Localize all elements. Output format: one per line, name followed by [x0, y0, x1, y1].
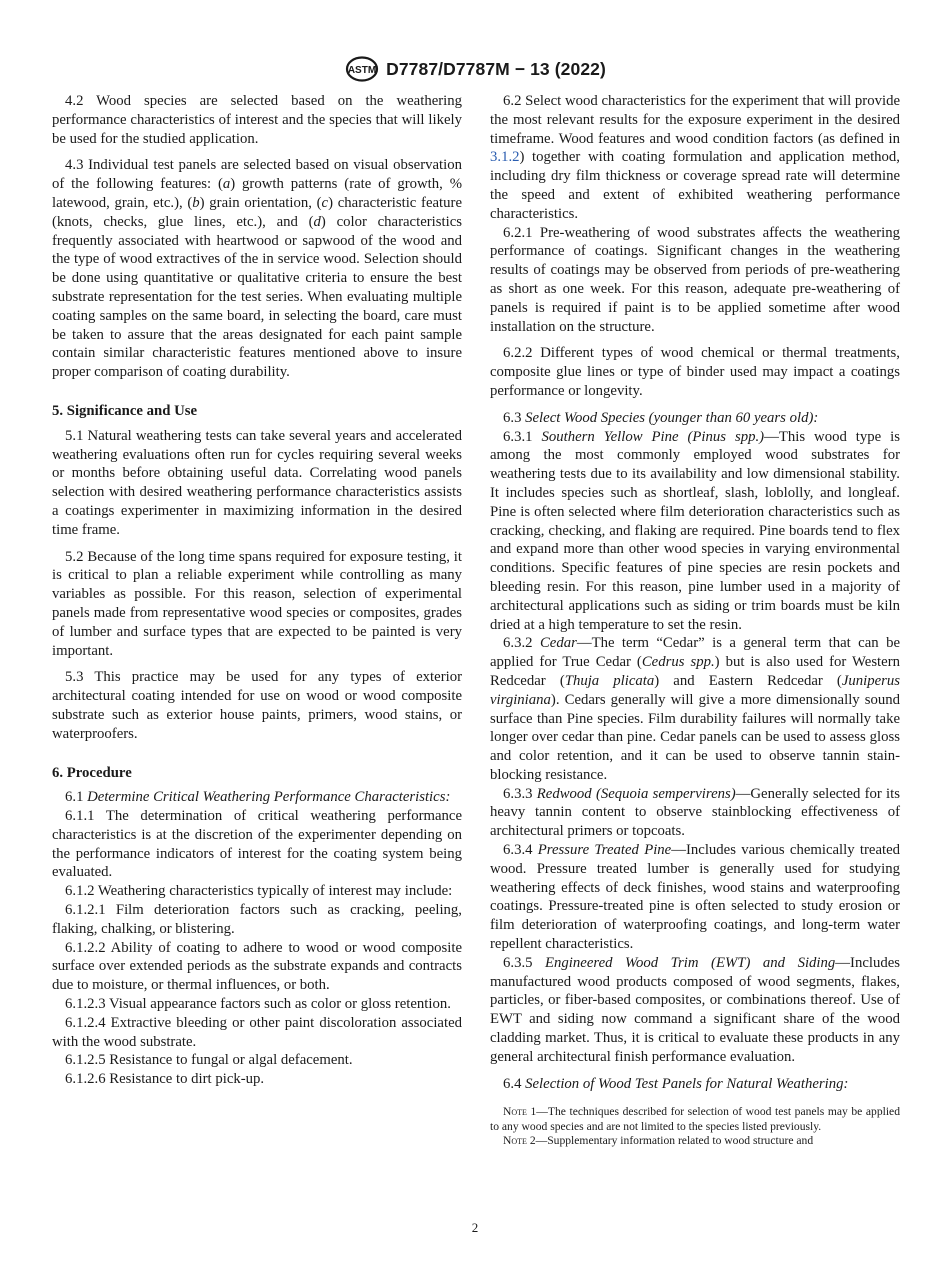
- paragraph-5-1: 5.1 Natural weathering tests can take several years and accelerated weathering evaluations often run for cycles requiring several weeks or months before obtaining useful data. Correlating wood panels selection with desired weathering performance characteristics assists a coatings experimenter in maximizing information in the desired time frame.: [52, 427, 462, 538]
- paragraph-6-1-2-1: 6.1.2.1 Film deterioration factors such as cracking, peeling, flaking, chalking, or blistering.: [52, 902, 462, 937]
- paragraph-6-1-2-2: 6.1.2.2 Ability of coating to adhere to wood or wood composite surface over extended periods as the substrate expands and contracts due to moisture, or thermal influences, or both.: [52, 939, 462, 994]
- paragraph-6-1-1: 6.1.1 The determination of critical weathering performance characteristics is at the discretion of the experimenter depending on the performance indicators of interest for the coating system being evaluated.: [52, 808, 462, 881]
- paragraph-6-3-3: 6.3.3 Redwood (Sequoia sempervirens)—Generally selected for its heavy tannin content to observe stainblocking effectiveness of architectural primers or topcoats.: [490, 785, 900, 840]
- page-header: [0, 56, 950, 82]
- paragraph-6-2-1: 6.2.1 Pre-weathering of wood substrates affects the weathering performance of coatings. Significant changes in the weathering results of coatings may be observed from periods of pre-weathering as short as one week. For this reason, adequate pre-weathering of panels is required if paint is to be applied sometime after wood installation on the structure.: [490, 224, 900, 335]
- paragraph-6-4: 6.4 Selection of Wood Test Panels for Natural Weathering:: [503, 1075, 849, 1092]
- paragraph-6-3-1: 6.3.1 Southern Yellow Pine (Pinus spp.)—This wood type is among the most commonly employed wood substrates for weathering tests due to its availability and low dimensional stability. It includes species such as shortleaf, slash, loblolly, and longleaf. Pine is often selected where film deterioration characteristics such as cracking, checking, and flaking are required. Pine boards tend to flex and expand more than other wood species in varying environmental conditions. Specific features of pine species are resin pockets and bleeding resin. For this reason, pine lumber used in a majority of architectural applications such as siding or trim boards must be kiln dried at a high temperature to set the resin.: [490, 428, 901, 633]
- paragraph-6-3-5: 6.3.5 Engineered Wood Trim (EWT) and Siding—Includes manufactured wood products composed of wood segments, flakes, particles, or fiber-based composites, or combinations thereof. Use of EWT and siding now command a significant share of the wood cladding market. Thus, it is critical to evaluate these products in any general architectural finish performance evaluation.: [490, 954, 900, 1065]
- paragraph-6-3-2: 6.3.2 Cedar—The term “Cedar” is a general term that can be applied for True Cedar (Cedrus spp.) but is also used for Western Redcedar (Thuja plicata) and Eastern Redcedar (Juniperus virginiana). Cedars generally will give a more dimensionally sound surface than Pine species. Film durability failures will normally take longer over cedar than pine. Cedar panels can be used to assess gloss and color retention, and it can be used to observe tannin stain-blocking resistance.: [490, 635, 900, 783]
- paragraph-6-3: 6.3 Select Wood Species (younger than 60 years old):: [503, 409, 819, 426]
- logo-text: ASTM: [347, 65, 377, 76]
- paragraph-5-3: 5.3 This practice may be used for any types of exterior architectural coating intended for use on wood or wood composite substrate such as exterior house paints, primers, wood stains, or waterproofers.: [52, 669, 462, 742]
- paragraph-6-1-2-6: 6.1.2.6 Resistance to dirt pick-up.: [65, 1071, 265, 1088]
- paragraph-6-1-2-3: 6.1.2.3 Visual appearance factors such as color or gloss retention.: [65, 996, 451, 1013]
- page-number: 2: [471, 1220, 479, 1235]
- paragraph-5-2: 5.2 Because of the long time spans required for exposure testing, it is critical to plan a reliable experiment while controlling as many variables as possible. For this reason, selection of experimental panels made from representative wood species or composites, grades of lumber and surface types that are expected to be painted is very important.: [52, 548, 462, 659]
- paragraph-6-3-4: 6.3.4 Pressure Treated Pine—Includes various chemically treated wood. Pressure treated lumber is generally used for studying weathering effects of deck finishes, wood stains and waterproofing coatings. Pressure-treated pine is often selected to study erosion or film deterioration of waterproofing coatings, and long-term water repellent characteristics.: [490, 842, 901, 953]
- paragraph-6-1: 6.1 Determine Critical Weathering Performance Characteristics:: [65, 789, 451, 806]
- paragraph-6-2-2: 6.2.2 Different types of wood chemical or thermal treatments, composite glue lines or type of binder used may impact a coatings performance or longevity.: [490, 345, 900, 399]
- paragraph-6-1-2-5: 6.1.2.5 Resistance to fungal or algal defacement.: [65, 1052, 353, 1069]
- section-5-heading: 5. Significance and Use: [52, 402, 198, 419]
- note-1: Note 1—The techniques described for selection of wood test panels may be applied to any wood species and are not limited to the species listed previously.: [490, 1105, 900, 1133]
- left-column: [52, 92, 462, 1089]
- paragraph-4-3: 4.3 Individual test panels are selected based on visual observation of the following features: (a) growth patterns (rate of growth, % latewood, grain, etc.), (b) grain orientation, (c) characteristic feature (knots, checks, glue lines, etc.), and (d) color characteristics frequently associated with heartwood or sapwood of the wood and the type of wood extractives of the in service wood. Selection should be done using quantitative or qualitative criteria to ensure the best substrate representation for the test series. When evaluating multiple coating samples on the same board, in selecting the board, care must be taken to assure that the areas designated for each paint sample contain similar characteristic features mentioned above to insure proper comparison of coating durability.: [52, 157, 462, 381]
- document-designation: D7787/D7787M − 13 (2022): [386, 58, 606, 79]
- paragraph-6-1-2: 6.1.2 Weathering characteristics typically of interest may include:: [65, 883, 453, 900]
- astm-logo-icon: [344, 56, 380, 82]
- section-link-3-1-2[interactable]: 3.1.2: [490, 149, 520, 166]
- note-2: Note 2—Supplementary information related to wood structure and: [503, 1134, 814, 1148]
- paragraph-6-2: 6.2 Select wood characteristics for the experiment that will provide the most relevant results for the exposure experiment in the desired timeframe. Wood features and wood condition factors (as defined in 3.1.2) together with coating formulation and application method, including dry film thickness or coverage spread rate will determine the speed and extent of exhibited weathering performance characteristics.: [490, 93, 900, 222]
- section-6-heading: 6. Procedure: [52, 764, 132, 781]
- paragraph-6-1-2-4: 6.1.2.4 Extractive bleeding or other paint discoloration associated with the wood substrate.: [52, 1014, 462, 1050]
- paragraph-4-2: 4.2 Wood species are selected based on the weathering performance characteristics of interest and the species that will likely be used for the studied application.: [52, 93, 462, 147]
- right-column: [490, 92, 900, 1149]
